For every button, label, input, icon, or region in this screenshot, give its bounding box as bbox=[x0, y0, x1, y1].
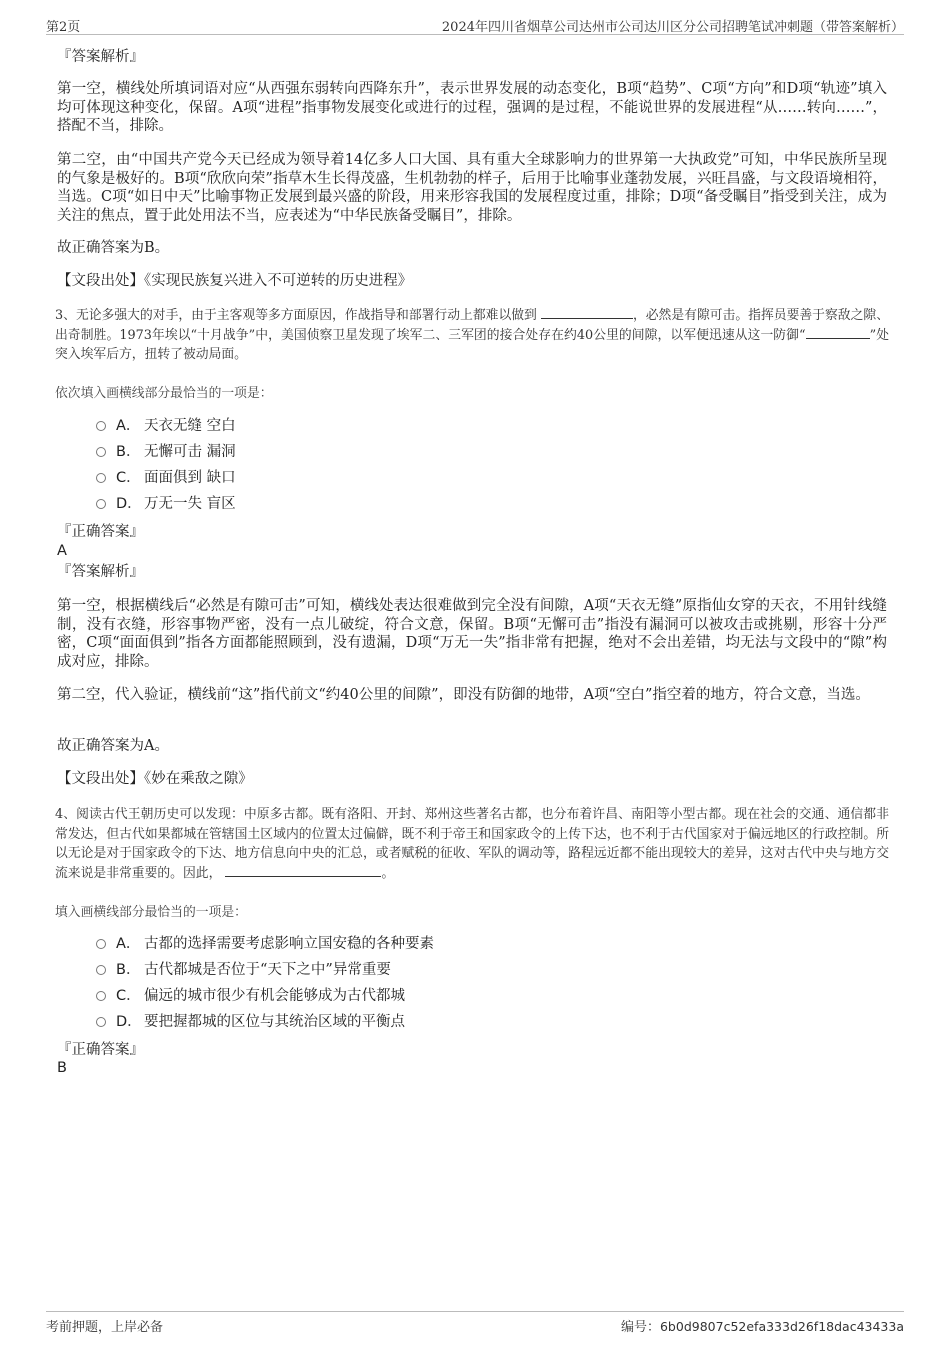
radio-icon[interactable] bbox=[96, 991, 106, 1001]
correct-answer-label: 『正确答案』 bbox=[57, 1042, 144, 1058]
radio-icon[interactable] bbox=[96, 1017, 106, 1027]
correct-answer: A bbox=[57, 543, 67, 559]
radio-icon[interactable] bbox=[96, 939, 106, 949]
q4-option-c[interactable]: C． 偏远的城市很少有机会能够成为古代都城 bbox=[96, 987, 796, 1005]
q3-option-b[interactable]: B． 无懈可击 漏洞 bbox=[96, 443, 796, 461]
footer-slogan: 考前押题，上岸必备 bbox=[46, 1320, 164, 1335]
conclusion: 故正确答案为B。 bbox=[57, 240, 170, 256]
radio-icon[interactable] bbox=[96, 965, 106, 975]
page-footer bbox=[46, 1311, 904, 1334]
q3-option-c[interactable]: C． 面面俱到 缺口 bbox=[96, 469, 796, 487]
radio-icon[interactable] bbox=[96, 499, 106, 509]
source-reference: 【文段出处】《妙在乘敌之隙》 bbox=[57, 771, 253, 787]
analysis-label: 『答案解析』 bbox=[57, 564, 144, 580]
blank-line bbox=[806, 326, 870, 339]
question-3-stem: 3、无论多强大的对手，由于主客观等多方面原因，作战指导和部署行动上都难以做到 ，必然是有隙可击。指挥员要善于察敌之隙、出奇制胜。1973年埃以“十月战争”中，美国侦察卫星发现了埃军二、三军团的接合处存在约40公里的间隙，以军便迅速从这一防御“ ”处突入埃军后方，扭转了被动局面。 bbox=[55, 308, 890, 362]
q3-option-d[interactable]: D． 万无一失 盲区 bbox=[96, 495, 796, 513]
question-4-stem: 4、阅读古代王朝历史可以发现：中原多古都。既有洛阳、开封、郑州这些著名古都，也分布着许昌、南阳等小型古都。现在社会的交通、通信都非常发达，但古代如果都城在管辖国土区域内的位置太过偏僻，既不利于帝王和国家政令的上传下达，也不利于古代国家对于偏远地区的行政控制。所以无论是对于国家政令的下达、地方信息向中央的汇总，或者赋税的征收、军队的调动等，路程远近都不能出现较大的差异，这对古代中央与地方交流来说是非常重要的。因此， 。 bbox=[55, 807, 889, 881]
correct-answer: B bbox=[57, 1060, 67, 1076]
q3-analysis-paragraph-1: 第一空，根据横线后“必然是有隙可击”可知，横线处表达很难做到完全没有间隙，A项“天衣无缝”原指仙女穿的天衣，不用针线缝制，没有衣缝，形容事物严密，没有一点儿破绽，符合文意，保留。B项“无懈可击”指没有漏洞可以被攻击或挑剔，形容十分严密，C项“面面俱到”指各方面都能照顾到，没有遗漏，D项“万无一失”指非常有把握，绝对不会出差错，均无法与文段中的“隙”构成对应，排除。 bbox=[57, 598, 887, 670]
correct-answer-label: 『正确答案』 bbox=[57, 524, 144, 540]
analysis-label: 『答案解析』 bbox=[57, 49, 144, 65]
question-3-instruction: 依次填入画横线部分最恰当的一项是： bbox=[55, 386, 273, 401]
page-header bbox=[46, 14, 904, 35]
analysis-paragraph-2: 第二空，由“中国共产党今天已经成为领导着14亿多人口大国、具有重大全球影响力的世界第一大执政党”可知，中华民族所呈现的气象是极好的。B项“欣欣向荣”指草木生长得茂盛，生机勃勃的样子，后用于比喻事业蓬勃发展，兴旺昌盛，与文段语境相符，当选。C项“如日中天”比喻事物正发展到最兴盛的阶段，用来形容我国的发展程度过重，排除；D项“备受瞩目”指受到关注，成为关注的焦点，置于此处用法不当，应表述为“中华民族备受瞩目”，排除。 bbox=[57, 152, 887, 224]
radio-icon[interactable] bbox=[96, 421, 106, 431]
q3-analysis-paragraph-2: 第二空，代入验证，横线前“这”指代前文“约40公里的间隙”，即没有防御的地带，A项“空白”指空着的地方，符合文意，当选。 bbox=[57, 687, 870, 703]
document-title: 2024年四川省烟草公司达州市公司达川区分公司招聘笔试冲刺题（带答案解析） bbox=[441, 20, 904, 35]
radio-icon[interactable] bbox=[96, 447, 106, 457]
page-number: 第2页 bbox=[46, 20, 81, 35]
source-reference: 【文段出处】《实现民族复兴进入不可逆转的历史进程》 bbox=[57, 273, 413, 289]
blank-line bbox=[541, 306, 633, 319]
q3-option-a[interactable]: A． 天衣无缝 空白 bbox=[96, 417, 796, 435]
document-code: 编号：6b0d9807c52efa333d26f18dac43433a bbox=[620, 1319, 904, 1335]
conclusion: 故正确答案为A。 bbox=[57, 738, 169, 754]
analysis-paragraph-1: 第一空，横线处所填词语对应“从西强东弱转向西降东升”，表示世界发展的动态变化，B项“趋势”、C项“方向”和D项“轨迹”填入均可体现这种变化，保留。A项“进程”指事物发展变化或进行的过程，强调的是过程，不能说世界的发展进程“从……转向……”，搭配不当，排除。 bbox=[57, 81, 887, 134]
q4-option-d[interactable]: D． 要把握都城的区位与其统治区域的平衡点 bbox=[96, 1013, 796, 1031]
radio-icon[interactable] bbox=[96, 473, 106, 483]
question-4-instruction: 填入画横线部分最恰当的一项是： bbox=[55, 905, 247, 920]
blank-line bbox=[225, 864, 381, 877]
q4-option-b[interactable]: B． 古代都城是否位于“天下之中”异常重要 bbox=[96, 961, 796, 979]
q4-option-a[interactable]: A． 古都的选择需要考虑影响立国安稳的各种要素 bbox=[96, 935, 796, 953]
